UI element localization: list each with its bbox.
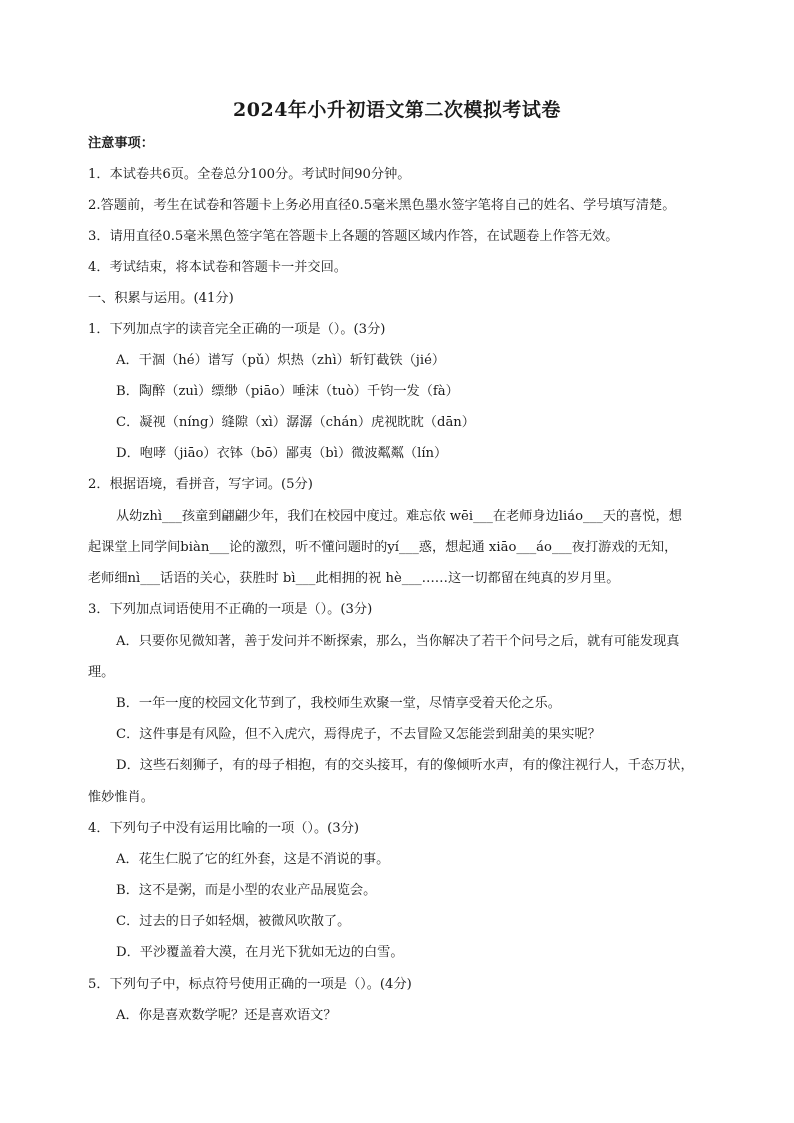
question-1-option-a: A．干涸（hé）谱写（pǔ）炽热（zhì）斩钉截铁（jié）: [116, 353, 446, 368]
question-3-option-a: A．只要你见微知著，善于发问并不断探索，那么，当你解决了若干个问号之后，就有可能发现真: [116, 634, 680, 649]
notice-item-3: 3．请用直径0.5毫米黑色签字笔在答题卡上各题的答题区域内作答，在试题卷上作答无效。: [88, 229, 619, 244]
notice-item-2: 2.答题前，考生在试卷和答题卡上务必用直径0.5毫米黑色墨水签字笔将自己的姓名、学号填写清楚。: [88, 198, 676, 213]
notice-item-4: 4．考试结束，将本试卷和答题卡一并交回。: [88, 260, 347, 275]
question-4-option-b: B．这不是粥，而是小型的农业产品展览会。: [116, 883, 377, 898]
question-4-option-d: D．平沙覆盖着大漠，在月光下犹如无边的白雪。: [116, 945, 404, 960]
question-3-option-c: C．这件事是有风险，但不入虎穴，焉得虎子，不去冒险又怎能尝到甜美的果实呢？: [116, 727, 601, 742]
question-5-option-a: A．你是喜欢数学呢？还是喜欢语文？: [116, 1008, 337, 1023]
question-4-option-a: A．花生仁脱了它的红外套，这是不消说的事。: [116, 852, 390, 867]
exam-title: 2024年小升初语文第二次模拟考试卷: [233, 99, 561, 121]
question-1-option-b: B．陶醉（zuì）缥缈（piāo）唾沫（tuò）千钧一发（fà）: [116, 384, 459, 399]
question-2-passage-line-1: 从幼zhì___孩童到翩翩少年，我们在校园中度过。难忘依 wēi___在老师身边liáo___天的喜悦，想: [116, 509, 682, 524]
question-2-stem: 2．根据语境，看拼音，写字词。(5分): [88, 477, 313, 492]
question-3-option-d: D．这些石刻狮子，有的母子相抱，有的交头接耳，有的像倾听水声，有的像注视行人，千态万状，: [116, 758, 694, 773]
question-5-stem: 5．下列句子中，标点符号使用正确的一项是（）。(4分): [88, 977, 412, 992]
question-3-stem: 3．下列加点词语使用不正确的一项是（）。(3分): [88, 602, 373, 617]
question-3-option-d-cont: 惟妙惟肖。: [88, 790, 154, 805]
notice-heading: 注意事项：: [88, 136, 154, 151]
section-heading-1: 一、积累与运用。(41分): [88, 291, 234, 306]
question-3-option-b: B．一年一度的校园文化节到了，我校师生欢聚一堂，尽情享受着天伦之乐。: [116, 696, 561, 711]
question-4-option-c: C．过去的日子如轻烟，被微风吹散了。: [116, 914, 351, 929]
question-1-option-c: C．凝视（níng）缝隙（xì）潺潺（chán）虎视眈眈（dān）: [116, 415, 475, 430]
question-2-passage-line-2: 起课堂上同学间biàn___论的激烈，听不懂问题时的yí___惑，想起通 xiāo___áo___夜打游戏的无知，: [88, 540, 678, 555]
question-3-option-a-cont: 理。: [88, 665, 115, 680]
question-1-stem: 1．下列加点字的读音完全正确的一项是（）。(3分): [88, 322, 386, 337]
notice-item-1: 1．本试卷共6页。全卷总分100分。考试时间90分钟。: [88, 167, 411, 182]
question-2-passage-line-3: 老师细nì___话语的关心，获胜时 bì___此相拥的祝 hè___……这一切都留在纯真的岁月里。: [88, 571, 620, 586]
question-4-stem: 4．下列句子中没有运用比喻的一项（）。(3分): [88, 821, 360, 836]
question-1-option-d: D．咆哮（jiāo）衣钵（bō）鄙夷（bì）微波粼粼（lín）: [116, 446, 448, 461]
